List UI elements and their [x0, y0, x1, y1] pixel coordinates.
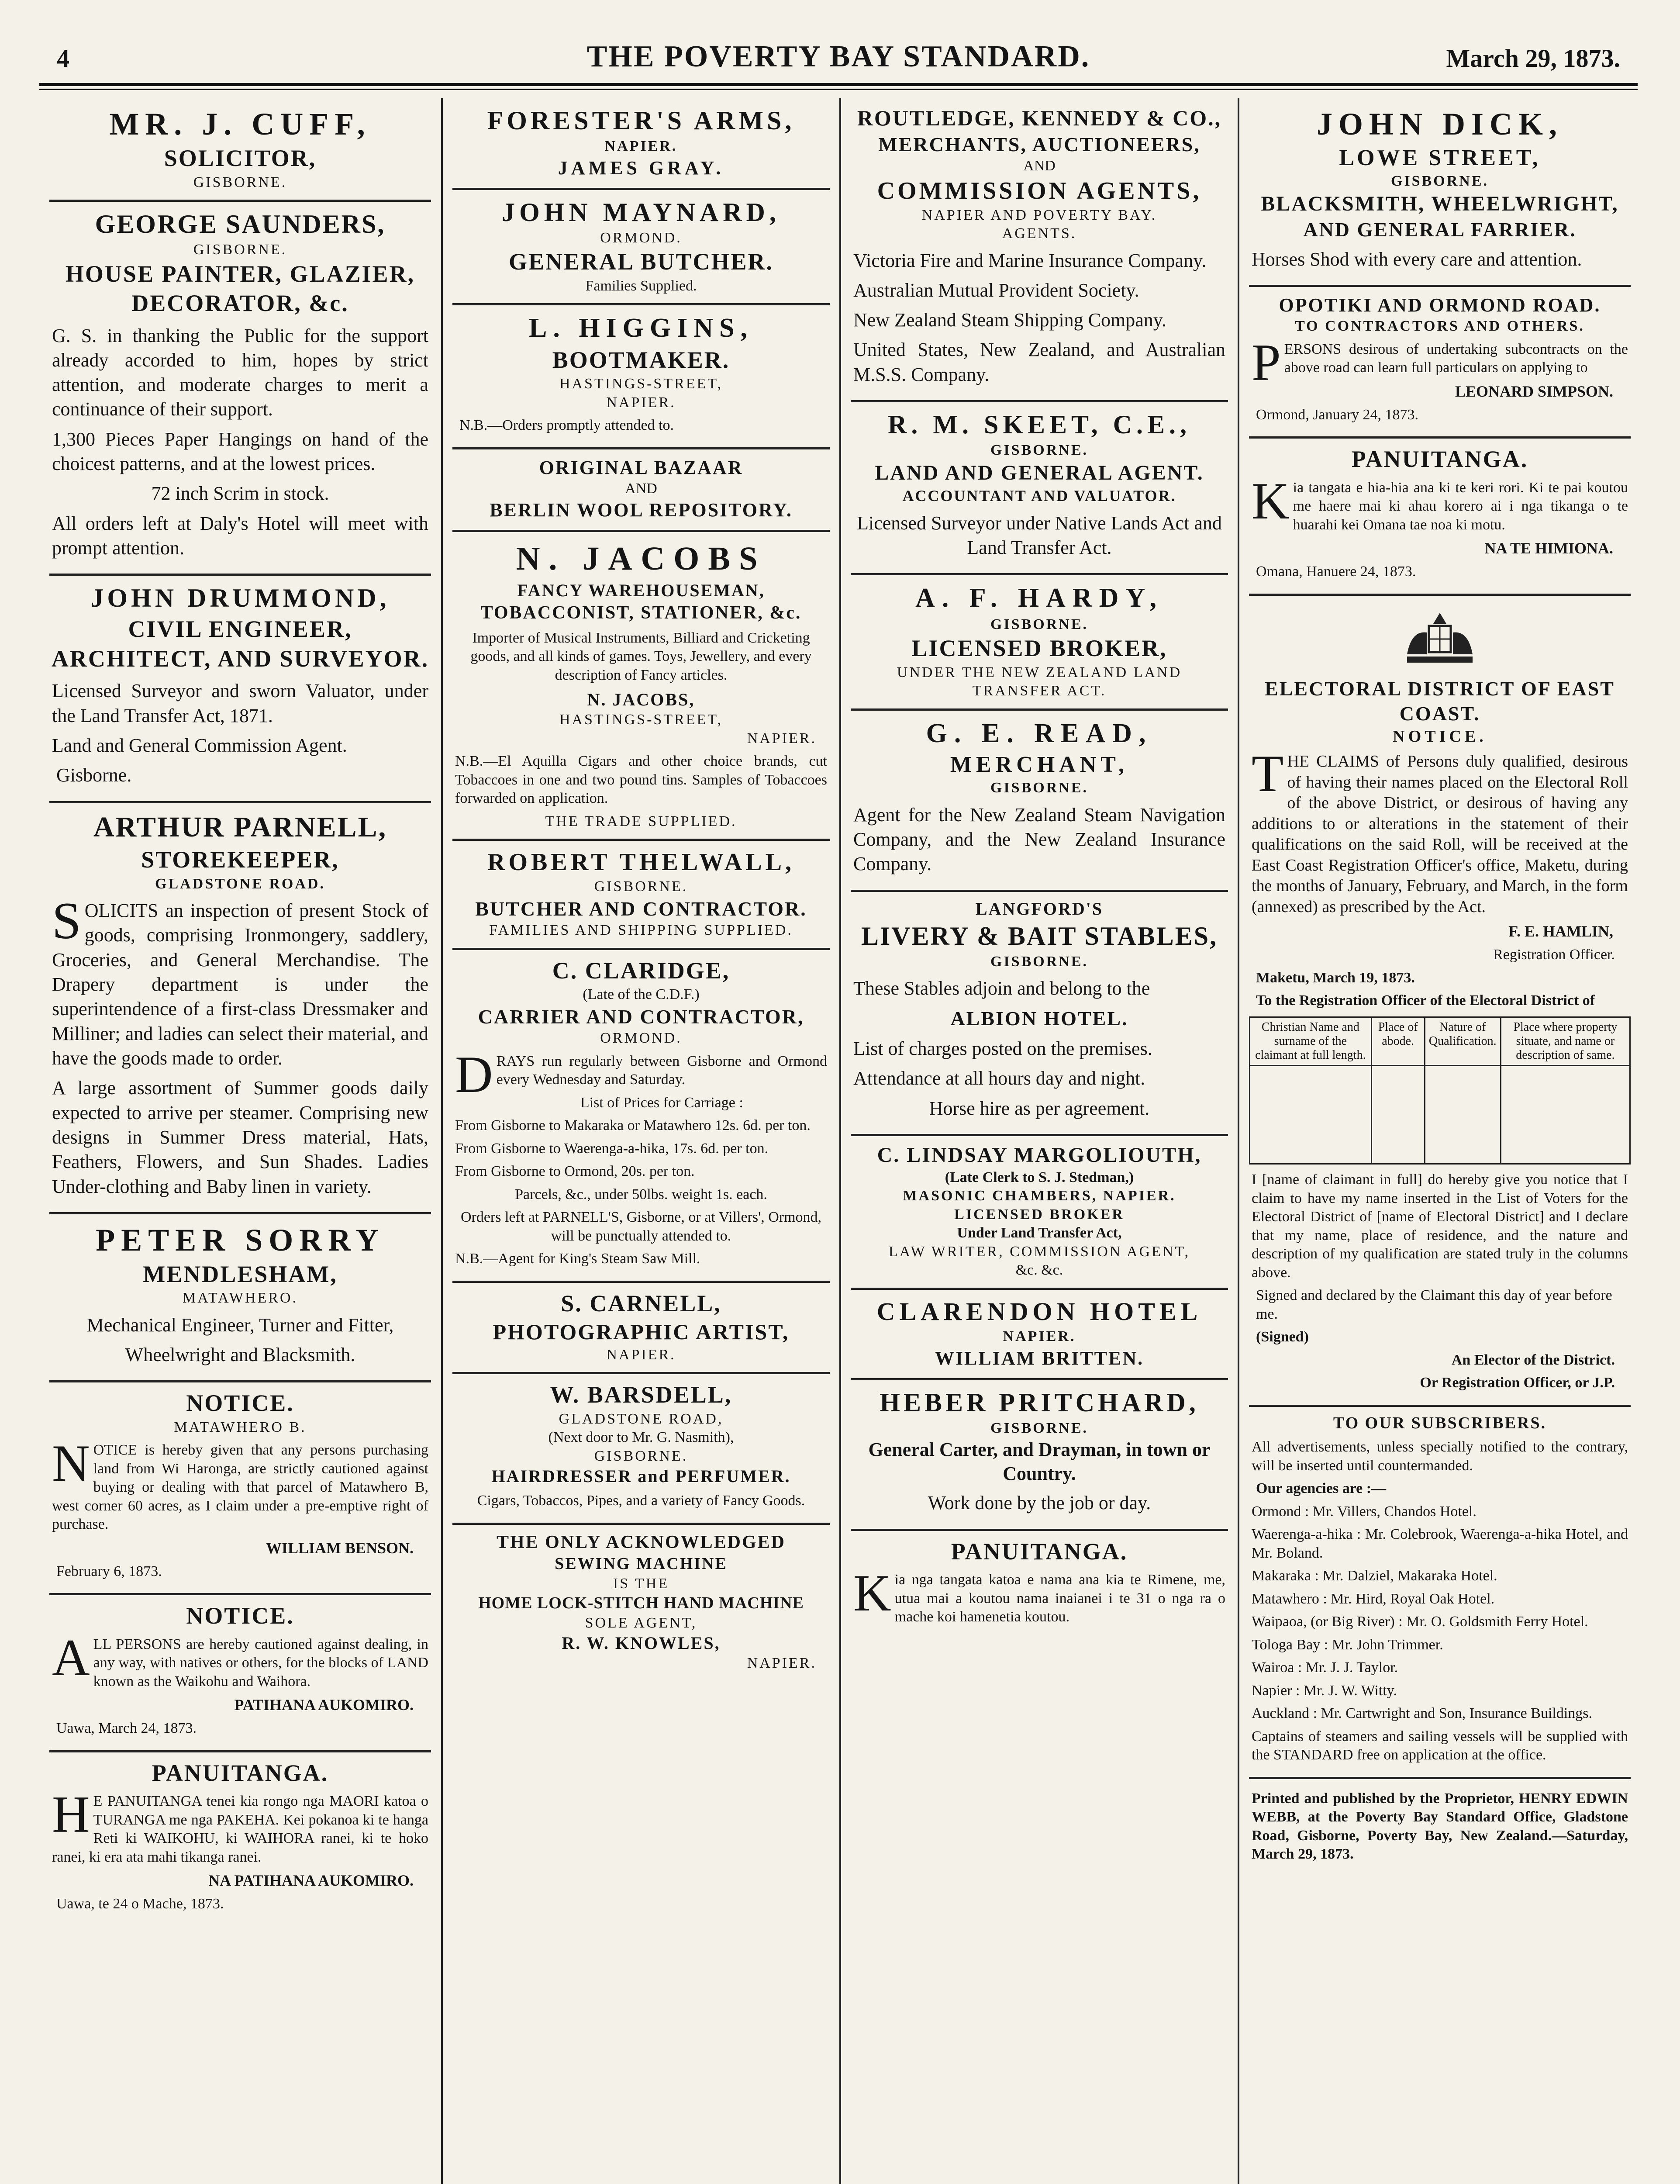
agent-item: Napier : Mr. J. W. Witty. [1252, 1682, 1397, 1699]
form-cell [1501, 1066, 1630, 1164]
agents-heading: Our agencies are :— [1256, 1480, 1387, 1497]
heading-line: LANGFORD'S [975, 898, 1104, 919]
heading-line: ORIGINAL BAZAAR [539, 456, 743, 478]
ad-read [851, 711, 1228, 892]
ad-pritchard [851, 1380, 1228, 1531]
heading-line: BERLIN WOOL REPOSITORY. [490, 499, 793, 521]
issue-date: March 29, 1873. [1446, 44, 1620, 73]
trade-line: Mechanical Engineer, Turner and Fitter, [86, 1314, 394, 1336]
advertiser-late: (Late Clerk to S. J. Stedman,) [945, 1169, 1134, 1185]
trade-line: LAW WRITER, COMMISSION AGENT, [888, 1243, 1190, 1260]
notice-role: Registration Officer. [1493, 947, 1615, 963]
form-cell [1250, 1066, 1372, 1164]
notice-title: PANUITANGA. [1351, 446, 1528, 473]
advertiser-place: NAPIER. [747, 730, 817, 746]
advertiser-name: R. M. SKEET, C.E., [888, 410, 1191, 439]
advertiser-name: JOHN MAYNARD, [502, 197, 780, 227]
ad-paragraph: DRAYS run regularly between Gisborne and Ormond every Wednesday and Saturday. [455, 1045, 827, 1103]
advertiser-place: GISBORNE. [1391, 173, 1489, 189]
ad-saunders [49, 202, 431, 576]
ad-thelwall [452, 841, 830, 950]
ad-paragraph: Orders left at PARNELL'S, Gisborne, or at Villers', Ormond, will be punctually attended to. [460, 1209, 822, 1244]
advertiser-place: GISBORNE. [990, 1420, 1088, 1436]
registration-form-table [1249, 1016, 1631, 1165]
ad-paragraph: Attendance at all hours day and night. [853, 1068, 1145, 1089]
ad-sorry [49, 1214, 431, 1383]
notice-body: ALL PERSONS are hereby cautioned against dealing, in any way, with natives or others, for the blocks of LAND known as the Waikohu and Waihora. [52, 1628, 428, 1690]
advertiser-place: GISBORNE. [990, 780, 1088, 796]
ad-bazaar [452, 449, 830, 532]
advertiser-place: NAPIER AND POVERTY BAY. [921, 207, 1157, 223]
ad-drummond [49, 576, 431, 803]
trade-line: LICENSED BROKER [954, 1206, 1125, 1223]
advertiser-place: NAPIER. [747, 1655, 817, 1671]
advertiser-owner: WILLIAM BRITTEN. [935, 1347, 1144, 1369]
ad-note: FAMILIES AND SHIPPING SUPPLIED. [489, 922, 793, 938]
ad-paragraph: Agent for the New Zealand Steam Navigation Company, and the New Zealand Insurance Company. [853, 804, 1225, 875]
heading-line: THE ONLY ACKNOWLEDGED [496, 1532, 786, 1552]
trade-line: BLACKSMITH, WHEELWRIGHT, [1261, 192, 1619, 215]
ad-note: UNDER THE NEW ZEALAND LAND TRANSFER ACT. [897, 664, 1182, 699]
notice-subtitle: NOTICE. [1393, 727, 1487, 746]
ad-paragraph: All orders left at Daly's Hotel will meet with prompt attention. [52, 512, 428, 559]
ad-paragraph: Licensed Surveyor and sworn Valuator, under the Land Transfer Act, 1871. [52, 680, 428, 726]
notice-signature: NA TE HIMIONA. [1484, 539, 1613, 557]
notice-signature: PATIHANA AUKOMIRO. [234, 1696, 414, 1714]
notice-signature: WILLIAM BENSON. [266, 1539, 414, 1557]
advertiser-name: CLARENDON HOTEL [876, 1297, 1202, 1326]
masthead: THE POVERTY BAY STANDARD. [586, 40, 1090, 73]
advertiser-late: (Late of the C.D.F.) [583, 986, 700, 1002]
trade-line: AND [1023, 158, 1056, 174]
column-1 [41, 98, 439, 2184]
notice-waikohu [49, 1595, 431, 1752]
form-cell [1425, 1066, 1501, 1164]
notice-body: THE CLAIMS of Persons duly qualified, desirous of having their names placed on the Electoral Roll of the above District, or desirous of having any additions to or alterations in the statement of their qualifications on the said Roll, will be received at the East Coast Registration Officer's office, Maketu, during the months of January, February, and March, in the form (annexed) as prescribed by the Act. [1252, 744, 1628, 916]
notice-title: NOTICE. [186, 1603, 294, 1629]
notice-opotiki-road [1249, 287, 1631, 439]
trade-line: CARRIER AND CONTRACTOR, [478, 1005, 804, 1028]
trade-line: MERCHANT, [950, 752, 1129, 778]
ad-paragraph: Work done by the job or day. [928, 1492, 1151, 1514]
agent-item: Auckland : Mr. Cartwright and Son, Insurance Buildings. [1252, 1705, 1593, 1722]
advertiser-name: HEBER PRITCHARD, [880, 1388, 1199, 1417]
notice-signature: F. E. HAMLIN, [1508, 923, 1613, 940]
advertiser-place: GISBORNE. [990, 953, 1088, 970]
notice-body: NOTICE is hereby given that any persons purchasing land from Wi Haronga, are strictly cautioned against buying or dealing with that parcel of Matawhero B, west corner 60 acres, as I claim under a pre-emptive right of purchase. [52, 1434, 428, 1533]
notice-date: Maketu, March 19, 1873. [1256, 969, 1415, 986]
panuitanga-rimene [851, 1531, 1228, 1639]
ad-claridge [452, 950, 830, 1283]
panuitanga-aukomiro [49, 1752, 431, 1926]
advertiser-place: GISBORNE. [193, 242, 287, 258]
ad-note: THE TRADE SUPPLIED. [545, 813, 737, 829]
form-or: Or Registration Officer, or J.P. [1420, 1375, 1615, 1391]
ad-skeet [851, 402, 1228, 575]
form-signed: Signed and declared by the Claimant this day of year before me. [1256, 1287, 1612, 1322]
notice-body: All advertisements, unless specially notified to the contrary, will be inserted until countermanded. [1252, 1439, 1628, 1474]
advertiser-address: GLADSTONE ROAD, [559, 1410, 724, 1427]
trade-line: PHOTOGRAPHIC ARTIST, [493, 1320, 790, 1344]
advertiser-place: NAPIER. [606, 1346, 676, 1363]
hotel-name: ALBION HOTEL. [950, 1007, 1128, 1030]
ad-parnell [49, 803, 431, 1214]
agents-heading: AGENTS. [1002, 225, 1077, 242]
agent-item: Makaraka : Mr. Dalziel, Makaraka Hotel. [1252, 1568, 1497, 1584]
trade-line: General Carter, and Drayman, in town or Country. [868, 1439, 1211, 1485]
ad-routledge-kennedy [851, 98, 1228, 402]
ad-cuff [49, 98, 431, 202]
advertiser-name: GEORGE SAUNDERS, [95, 210, 386, 238]
trade-line: Under Land Transfer Act, [957, 1225, 1122, 1241]
price-line: Parcels, &c., under 50lbs. weight 1s. each. [515, 1186, 767, 1203]
advertiser-place: GISBORNE. [594, 878, 688, 895]
advertiser-place: ORMOND. [600, 229, 682, 246]
ad-hardy [851, 575, 1228, 711]
notice-body: Kia nga tangata katoa e nama ana kia te Rimene, me, utua mai a koutou nama inaianei i te 31 o nga ra o mache koi hamenetia koutou. [853, 1564, 1225, 1625]
page-number: 4 [57, 44, 69, 73]
ad-clarendon-hotel [851, 1290, 1228, 1380]
heading-line: HOME LOCK-STITCH HAND MACHINE [478, 1594, 804, 1612]
ad-paragraph: Licensed Surveyor under Native Lands Act and Land Transfer Act. [857, 512, 1222, 558]
notice-date: Ormond, January 24, 1873. [1256, 406, 1419, 423]
notice-signature: NA PATIHANA AUKOMIRO. [208, 1872, 414, 1890]
notice-title: ELECTORAL DISTRICT OF EAST COAST. [1265, 677, 1615, 725]
notice-date: February 6, 1873. [56, 1563, 162, 1579]
notice-title: NOTICE. [186, 1390, 294, 1417]
ad-paragraph: G. S. in thanking the Public for the support already accorded to him, hopes by strict attention, and moderate charges to merit a continuance of their support. [52, 325, 428, 420]
ad-dick [1249, 98, 1631, 287]
trade-line: TOBACCONIST, STATIONER, &c. [480, 603, 802, 623]
notice-subtitle: MATAWHERO B. [174, 1419, 307, 1435]
ad-note: SOLE AGENT, [585, 1614, 697, 1631]
ad-foresters-arms [452, 98, 830, 190]
advertiser-place: MENDLESHAM, [143, 1261, 338, 1287]
form-column-header: Christian Name and surname of the claimant at full length. [1250, 1017, 1372, 1066]
advertiser-title: STOREKEEPER, [141, 847, 339, 873]
agent-item: Waerenga-a-hika : Mr. Colebrook, Waerenga-a-hika Hotel, and Mr. Boland. [1252, 1526, 1628, 1561]
trade-line: LAND AND GENERAL AGENT. [875, 461, 1204, 484]
advertiser-name: N. JACOBS [516, 540, 766, 577]
advertiser-name: A. F. HARDY, [915, 583, 1164, 613]
trade-line: Wheelwright and Blacksmith. [125, 1344, 355, 1366]
price-line: From Gisborne to Ormond, 20s. per ton. [455, 1163, 695, 1179]
heading-line: AND [625, 480, 657, 497]
notice-subscribers [1249, 1407, 1631, 1779]
advertiser-place: NAPIER. [604, 138, 678, 154]
advertiser-name: G. E. READ, [926, 718, 1153, 748]
royal-coat-of-arms-icon [1398, 606, 1481, 672]
notice-body: Kia tangata e hia-hia ana ki te keri rori. Ki te pai koutou me haere mai ki ahau korero ai i nga tikanga o te huarahi kei Omana tae noa ki motu. [1252, 471, 1628, 533]
advertiser-place: GISBORNE. [990, 616, 1088, 632]
agency-item: United States, New Zealand, and Australian M.S.S. Company. [853, 339, 1225, 385]
ad-place: Gisborne. [56, 764, 132, 786]
notice-title: PANUITANGA. [152, 1759, 329, 1786]
trade-line: HOUSE PAINTER, GLAZIER, [65, 260, 415, 287]
ad-paragraph: Land and General Commission Agent. [52, 734, 347, 756]
notice-date: Uawa, March 24, 1873. [56, 1720, 197, 1737]
trade-line: BOOTMAKER. [552, 346, 730, 373]
trade-line: DECORATOR, &c. [131, 290, 349, 316]
agency-item: New Zealand Steam Shipping Company. [853, 309, 1166, 331]
advertiser-place: ORMOND. [600, 1030, 682, 1046]
form-column-header: Nature of Qualification. [1425, 1017, 1501, 1066]
panuitanga-himiona [1249, 439, 1631, 596]
agent-item: Ormond : Mr. Villers, Chandos Hotel. [1252, 1503, 1476, 1520]
column-rule [441, 98, 443, 2184]
notice-title: PANUITANGA. [951, 1538, 1128, 1565]
form-column-header: Place where property situate, and name or description of same. [1501, 1017, 1630, 1066]
ad-note: N.B.—Agent for King's Steam Saw Mill. [455, 1251, 700, 1267]
notice-signature: LEONARD SIMPSON. [1455, 382, 1613, 400]
ad-paragraph: SOLICITS an inspection of present Stock of goods, comprising Ironmongery, saddlery, Groceries, and General Merchandise. The Drapery department is under the superintendence of a first-class Dressmaker and Milliner; and ladies can select their material, and have the goods made to order. [52, 892, 428, 1069]
column-2 [445, 98, 838, 2184]
column-rule [839, 98, 841, 2184]
form-heading: To the Registration Officer of the Electoral District of [1256, 992, 1595, 1009]
advertiser-name: JOHN DRUMMOND, [90, 584, 390, 613]
advertiser-place: GISBORNE. [990, 442, 1088, 459]
ad-paragraph: N.B.—El Aquilla Cigars and other choice brands, cut Tobaccoes in one and two pound tins. Samples of Tobaccoes forwarded on application. [455, 753, 827, 806]
advertiser-name: JOHN DICK, [1316, 107, 1563, 142]
heading-line: LIVERY & BAIT STABLES, [861, 921, 1218, 950]
notice-title: OPOTIKI AND ORMOND ROAD. [1279, 294, 1601, 316]
advertiser-address: MASONIC CHAMBERS, NAPIER. [903, 1188, 1176, 1204]
advertiser-street: LOWE STREET, [1339, 145, 1541, 170]
advertiser-name: R. W. KNOWLES, [562, 1633, 721, 1653]
notice-date: Omana, Hanuere 24, 1873. [1256, 563, 1416, 580]
notice-matawhero [49, 1382, 431, 1595]
ad-barsdell [452, 1374, 830, 1525]
advertiser-address: (Next door to Mr. G. Nasmith), [548, 1429, 734, 1445]
notice-subtitle: TO CONTRACTORS AND OTHERS. [1295, 318, 1585, 335]
advertiser-title: CIVIL ENGINEER, ARCHITECT, AND SURVEYOR. [51, 616, 429, 672]
price-line: From Gisborne to Waerenga-a-hika, 17s. 6d. per ton. [455, 1140, 769, 1157]
ad-paragraph: List of charges posted on the premises. [853, 1037, 1152, 1059]
page-header [39, 31, 1638, 79]
trade-line: FANCY WAREHOUSEMAN, [517, 581, 765, 600]
column-4 [1241, 98, 1639, 2184]
ad-paragraph: A large assortment of Summer goods daily expected to arrive per steamer. Comprising new designs in Summer Dress material, Hats, Feathers, Flowers, and Sun Shades. Ladies Under-clothing and Baby linen in variety. [52, 1077, 428, 1197]
advertiser-name: C. CLARIDGE, [552, 957, 730, 984]
advertiser-name: S. CARNELL, [561, 1290, 721, 1317]
form-column-header: Place of abode. [1371, 1017, 1425, 1066]
advertiser-signature: N. JACOBS, [587, 690, 695, 709]
advertiser-title: SOLICITOR, [164, 145, 317, 171]
agency-item: Australian Mutual Provident Society. [853, 279, 1139, 301]
notice-date: Uawa, te 24 o Mache, 1873. [56, 1896, 224, 1912]
trade-line: MERCHANTS, AUCTIONEERS, [878, 133, 1200, 156]
ad-paragraph: Cigars, Tobaccos, Pipes, and a variety of Fancy Goods. [477, 1493, 805, 1509]
heading-line: IS THE [613, 1575, 669, 1592]
header-rule [39, 83, 1638, 86]
advertiser-owner: JAMES GRAY. [558, 157, 724, 179]
ad-paragraph: Importer of Musical Instruments, Billiard and Cricketing goods, and all kinds of games. Toys, Jewellery, and every description of Fancy articles. [470, 629, 812, 683]
column-3 [843, 98, 1236, 2184]
ad-langford [851, 892, 1228, 1136]
notice-electoral-district [1249, 596, 1631, 1407]
advertiser-place: GISBORNE. [193, 174, 287, 190]
ad-carnell [452, 1283, 830, 1375]
advertiser-name: PETER SORRY [96, 1222, 385, 1258]
imprint [1249, 1779, 1631, 1876]
advertiser-name: L. HIGGINS, [528, 313, 754, 343]
advertiser-street: HASTINGS-STREET, [559, 376, 723, 392]
imprint-text: Printed and published by the Proprietor, HENRY EDWIN WEBB, at the Poverty Bay Standard Office, Gladstone Road, Gisborne, Poverty Bay, New Zealand.—Saturday, March 29, 1873. [1252, 1790, 1628, 1863]
trade-line: COMMISSION AGENTS, [877, 177, 1202, 204]
trade-line: BUTCHER AND CONTRACTOR. [475, 897, 807, 920]
advertiser-place: GISBORNE. [594, 1448, 688, 1464]
agent-item: Tologa Bay : Mr. John Trimmer. [1252, 1636, 1443, 1653]
agent-item: Matawhero : Mr. Hird, Royal Oak Hotel. [1252, 1590, 1495, 1607]
form-cell [1371, 1066, 1425, 1164]
trade-line: GENERAL BUTCHER. [508, 249, 774, 275]
header-rule-thin [39, 89, 1638, 90]
advertiser-place: NAPIER. [606, 394, 676, 411]
advertiser-name: ROUTLEDGE, KENNEDY & CO., [857, 106, 1222, 130]
advertiser-place: NAPIER. [1003, 1328, 1076, 1345]
agent-item: Waipaoa, (or Big River) : Mr. O. Goldsmith Ferry Hotel. [1252, 1614, 1588, 1630]
agent-item: Wairoa : Mr. J. J. Taylor. [1252, 1659, 1398, 1676]
advertiser-street: HASTINGS-STREET, [559, 712, 723, 728]
ad-paragraph: Horses Shod with every care and attention. [1252, 249, 1582, 270]
ad-paragraph: 1,300 Pieces Paper Hangings on hand of the choicest patterns, and at the lowest prices. [52, 428, 428, 475]
ad-note: N.B.—Orders promptly attended to. [459, 417, 674, 433]
advertiser-name: FORESTER'S ARMS, [487, 106, 795, 135]
trade-line: HAIRDRESSER and PERFUMER. [491, 1466, 791, 1486]
ad-paragraph: Horse hire as per agreement. [929, 1097, 1150, 1119]
form-declaration: I [name of claimant in full] do hereby give you notice that I claim to have my name inserted in the List of Voters for the Electoral District of [name of Electoral District] and I declare that my name, place of residence, and the nature and description of my qualification are stated truly in the columns above. [1252, 1171, 1628, 1281]
advertiser-place: MATAWHERO. [182, 1290, 298, 1306]
trade-line: LICENSED BROKER, [911, 635, 1167, 662]
agency-item: Victoria Fire and Marine Insurance Company. [853, 249, 1207, 271]
notice-body: Captains of steamers and sailing vessels will be supplied with the STANDARD free on application at the office. [1252, 1728, 1628, 1763]
advertiser-name: ARTHUR PARNELL, [93, 811, 387, 843]
trade-line: AND GENERAL FARRIER. [1303, 218, 1577, 241]
notice-title: TO OUR SUBSCRIBERS. [1333, 1413, 1547, 1432]
heading-line: SEWING MACHINE [555, 1555, 728, 1573]
notice-body: PERSONS desirous of undertaking subcontracts on the above road can learn full particulars on applying to [1252, 333, 1628, 391]
trade-line: ACCOUNTANT AND VALUATOR. [902, 487, 1176, 505]
ad-note: Families Supplied. [585, 277, 697, 294]
advertiser-name: ROBERT THELWALL, [487, 849, 795, 876]
column-rule [1238, 98, 1239, 2184]
advertiser-name: C. LINDSAY MARGOLIOUTH, [877, 1143, 1202, 1167]
ad-knowles [452, 1525, 830, 1681]
ad-jacobs [452, 532, 830, 841]
ad-paragraph: 72 inch Scrim in stock. [151, 483, 329, 505]
price-line: From Gisborne to Makaraka or Matawhero 12s. 6d. per ton. [455, 1117, 811, 1133]
ad-maynard [452, 190, 830, 306]
ad-paragraph: These Stables adjoin and belong to the [853, 978, 1150, 999]
advertiser-place: GLADSTONE ROAD. [155, 875, 325, 892]
price-list-heading: List of Prices for Carriage : [580, 1094, 743, 1111]
advertiser-name: MR. J. CUFF, [109, 107, 371, 142]
form-signed: (Signed) [1256, 1329, 1309, 1345]
notice-body: HE PANUITANGA tenei kia rongo nga MAORI katoa o TURANGA me nga PAKEHA. Kei pokanoa ki te hanga Reti ki WAIKOHU, ki WAIHORA ranei, ki te hoko ranei, ki era ata mahi tikanga ranei. [52, 1785, 428, 1865]
trade-line: &c. &c. [1015, 1262, 1063, 1279]
ad-margoliouth [851, 1136, 1228, 1290]
form-elector: An Elector of the District. [1451, 1351, 1615, 1368]
ad-higgins [452, 305, 830, 449]
advertiser-name: W. BARSDELL, [550, 1382, 732, 1408]
